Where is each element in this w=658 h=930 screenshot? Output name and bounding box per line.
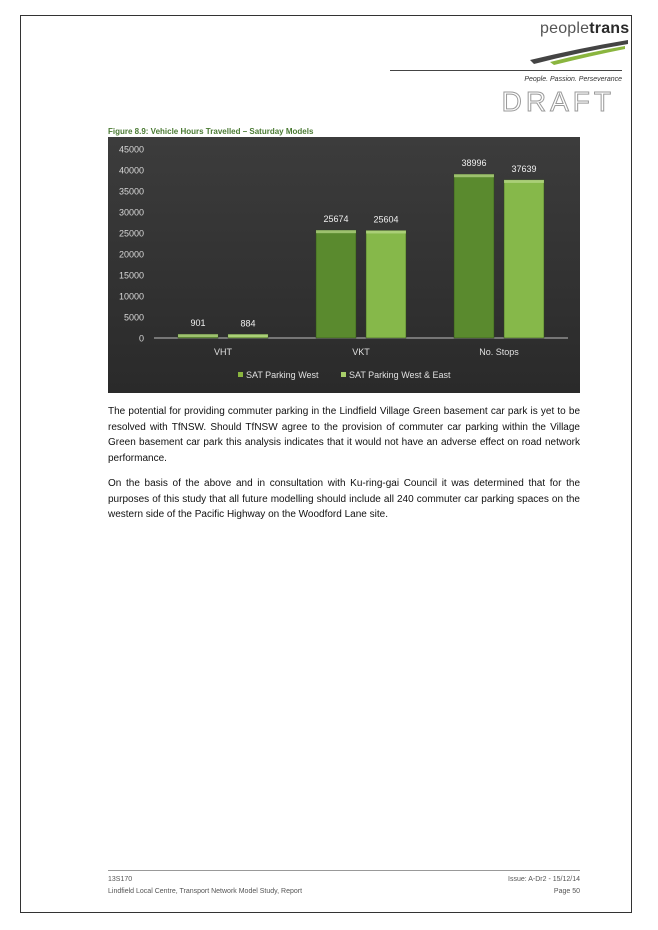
x-tick-label: No. Stops: [479, 347, 519, 357]
draft-watermark: DRAFT: [501, 86, 615, 117]
y-tick-label: 45000: [118, 144, 144, 155]
bar-top-highlight: [178, 334, 218, 337]
bar-chart: [108, 137, 580, 393]
bar-top-highlight: [366, 230, 406, 233]
data-label: 38996: [461, 158, 487, 169]
y-tick-label: 35000: [118, 186, 144, 197]
logo-swoosh-icon: [520, 38, 630, 68]
logo-bold-text: trans: [589, 20, 630, 37]
data-label: 25604: [373, 214, 399, 225]
paragraph-2: On the basis of the above and in consultation with Ku-ring-gai Council it was determined that for the purposes of this study that all future modelling should include all 240 commuter car parking spaces on the western side of the Pacific Highway on the Woodford Lane site.: [108, 478, 580, 520]
y-tick-label: 20000: [118, 249, 144, 260]
tagline: People. Passion. Perseverance: [524, 76, 622, 83]
data-label: 901: [190, 318, 206, 329]
bar-top-highlight: [228, 334, 268, 337]
legend-marker: [341, 372, 346, 377]
bar-west-east: [504, 180, 544, 338]
figure-caption: Figure 8.9: Vehicle Hours Travelled – Saturday Models: [108, 127, 314, 136]
bar-top-highlight: [454, 174, 494, 177]
footer-issue: Issue: A-Dr2 - 15/12/14: [508, 876, 580, 883]
legend-label: SAT Parking West: [246, 370, 319, 380]
bar-west: [454, 174, 494, 338]
data-label: 25674: [323, 214, 349, 225]
x-tick-label: VKT: [352, 347, 370, 357]
y-tick-label: 0: [138, 333, 144, 344]
footer-rule: [108, 870, 580, 871]
legend-label: SAT Parking West & East: [349, 370, 451, 380]
company-logo: [540, 20, 629, 38]
footer-report-title: Lindfield Local Centre, Transport Network Model Study, Report: [108, 888, 303, 895]
y-tick-label: 5000: [123, 312, 144, 323]
footer-project-code: 13S170: [108, 876, 133, 883]
bar-top-highlight: [316, 230, 356, 233]
legend-marker: [238, 372, 243, 377]
paragraph-1: The potential for providing commuter parking in the Lindfield Village Green basement car park is yet to be resolved with TfNSW. Should TfNSW agree to the provision of commuter car parking within the Village Green basement car park this analysis indicates that it would not have an adverse effect on road network performance.: [108, 406, 580, 464]
footer-page-number: Page 50: [553, 888, 580, 895]
bar-west: [316, 230, 356, 338]
header-rule: [390, 70, 622, 71]
bar-top-highlight: [504, 180, 544, 183]
logo-light-text: people: [540, 20, 590, 37]
y-tick-label: 15000: [118, 270, 144, 281]
y-tick-label: 40000: [118, 165, 144, 176]
data-label: 884: [240, 318, 256, 329]
y-tick-label: 10000: [118, 291, 144, 302]
y-tick-label: 25000: [118, 228, 144, 239]
x-tick-label: VHT: [214, 347, 232, 357]
data-label: 37639: [511, 163, 537, 174]
y-tick-label: 30000: [118, 207, 144, 218]
bar-west-east: [366, 230, 406, 338]
